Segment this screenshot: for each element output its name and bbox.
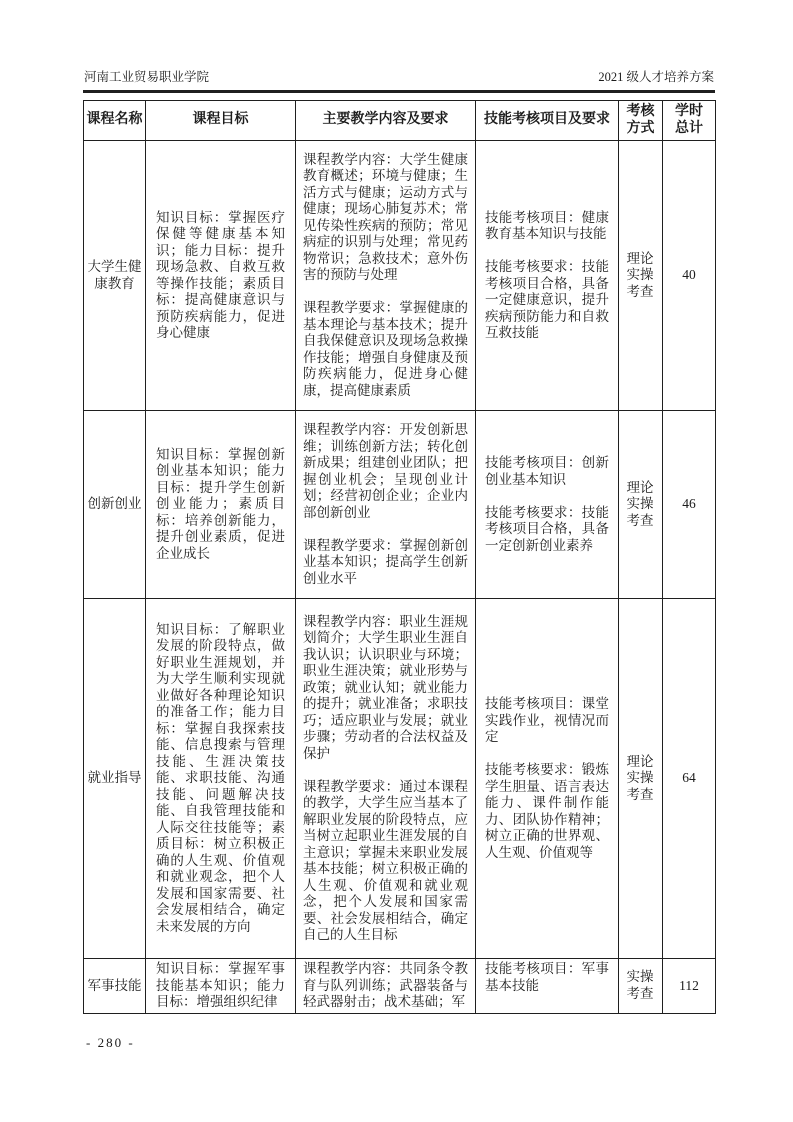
teaching-content-text: 课程教学内容：共同条令教育与队列训练；武器装备与轻武器射击；战术基础；军	[303, 961, 468, 1009]
cell-skill-assessment	[476, 141, 619, 411]
assessment-requirements-text: 技能考核要求：技能考核项目合格，具备一定创新创业素养	[485, 504, 609, 553]
assessment-requirements-text: 技能考核要求：技能考核项目合格，具备一定健康意识，提升疾病预防能力和自救互救技能	[485, 259, 609, 340]
col-header-course-name: 课程名称	[84, 101, 146, 141]
assessment-items-text: 技能考核项目：创新创业基本知识	[485, 455, 609, 487]
col-header-course-objectives: 课程目标	[146, 101, 296, 141]
cell-course-name: 就业指导	[84, 599, 146, 959]
objectives-text: 知识目标：掌握医疗保健等健康基本知识；能力目标：提升现场急救、自救互救等操作技能；素质目标：提高健康意识与预防疾病能力，促进身心健康	[156, 209, 285, 340]
course-table	[83, 100, 716, 1014]
teaching-content-text: 课程教学内容：职业生涯规划简介；大学生职业生涯自我认识；认识职业与环境；职业生涯决策；就业形势与政策；就业认知；就业能力的提升；就业准备；求职技巧；适应职业与发展；就业步骤；劳动者的合法权益及保护	[303, 613, 468, 761]
col-header-teaching-content: 主要教学内容及要求	[296, 101, 476, 141]
cell-skill-assessment	[476, 959, 619, 1014]
cell-course-name: 创新创业	[84, 411, 146, 599]
cell-teaching-content	[296, 959, 476, 1014]
cell-course-name: 大学生健康教育	[84, 141, 146, 411]
cell-skill-assessment	[476, 411, 619, 599]
teaching-requirements-text: 课程教学要求：掌握健康的基本理论与基本技术；提升自我保健意识及现场急救操作技能；增强自身健康及预防疾病能力，促进身心健康，提高健康素质	[303, 300, 468, 398]
cell-teaching-content	[296, 411, 476, 599]
cell-teaching-content	[296, 599, 476, 959]
cell-assessment-method: 实操考查	[619, 959, 663, 1014]
table-header-row	[84, 101, 716, 141]
page-header	[84, 70, 714, 85]
cell-course-name: 军事技能	[84, 959, 146, 1014]
header-plan-title: 2021 级人才培养方案	[598, 70, 714, 84]
teaching-content-text: 课程教学内容：大学生健康教育概述；环境与健康；生活方式与健康；运动方式与健康；现场心肺复苏术；常见传染性疾病的预防；常见病症的识别与处理；常见药物常识；急救技术；意外伤害的预防与处理	[303, 151, 468, 283]
col-header-total-hours: 学时总计	[663, 101, 716, 141]
cell-teaching-content	[296, 141, 476, 411]
cell-assessment-method: 理论实操考查	[619, 141, 663, 411]
table-row-innovation-entrepreneurship	[84, 411, 716, 599]
col-header-skill-assessment: 技能考核项目及要求	[476, 101, 619, 141]
objectives-text: 知识目标：掌握创新创业基本知识；能力目标：提升学生创新创业能力；素质目标：培养创新能力，提升创业素质，促进企业成长	[156, 446, 285, 561]
cell-skill-assessment	[476, 599, 619, 959]
cell-course-objectives	[146, 411, 296, 599]
assessment-requirements-text: 技能考核要求：锻炼学生胆量、语言表达能力、课件制作能力、团队协作精神；树立正确的世界观、人生观、价值观等	[485, 762, 609, 860]
cell-total-hours: 64	[663, 599, 716, 959]
cell-total-hours: 112	[663, 959, 716, 1014]
assessment-items-text: 技能考核项目：军事基本技能	[485, 961, 609, 993]
teaching-content-text: 课程教学内容：开发创新思维；训练创新方法；转化创新成果；组建创业团队；把握创业机会；呈现创业计划；经营初创企业；企业内部创新创业	[303, 422, 468, 520]
objectives-text: 知识目标：了解职业发展的阶段特点，做好职业生涯规划，并为大学生顺利实现就业做好各种理论知识的准备工作；能力目标：掌握自我探索技能、信息搜索与管理技能、生涯决策技能、求职技能、沟通技能、问题解决技能、自我管理技能和人际交往技能等；素质目标：树立积极正确的人生观、价值观和就业观念，把个人发展和国家需要、社会发展相结合，确定未来发展的方向	[156, 621, 285, 934]
cell-course-objectives	[146, 599, 296, 959]
cell-assessment-method: 理论实操考查	[619, 599, 663, 959]
cell-total-hours: 46	[663, 411, 716, 599]
cell-course-objectives	[146, 141, 296, 411]
cell-total-hours: 40	[663, 141, 716, 411]
table-row-health-education	[84, 141, 716, 411]
cell-assessment-method: 理论实操考查	[619, 411, 663, 599]
table-row-employment-guidance	[84, 599, 716, 959]
header-school-name: 河南工业贸易职业学院	[84, 70, 210, 84]
teaching-requirements-text: 课程教学要求：掌握创新创业基本知识；提高学生创新创业水平	[303, 537, 468, 586]
table-row-military-skills	[84, 959, 716, 1014]
header-rule-divider	[83, 90, 715, 93]
col-header-assessment-method: 考核方式	[619, 101, 663, 141]
teaching-requirements-text: 课程教学要求：通过本课程的教学，大学生应当基本了解职业发展的阶段特点，应当树立起职业生涯发展的自主意识；掌握未来职业发展基本技能；树立积极正确的人生观、价值观和就业观念，把个人发展和国家需要、社会发展相结合，确定自己的人生目标	[303, 778, 468, 942]
page-number: - 280 -	[86, 1035, 135, 1050]
assessment-items-text: 技能考核项目：课堂实践作业，视情况而定	[485, 696, 609, 744]
cell-course-objectives	[146, 959, 296, 1014]
objectives-text: 知识目标：掌握军事技能基本知识；能力目标：增强组织纪律	[156, 961, 285, 1009]
assessment-items-text: 技能考核项目：健康教育基本知识与技能	[485, 209, 609, 241]
